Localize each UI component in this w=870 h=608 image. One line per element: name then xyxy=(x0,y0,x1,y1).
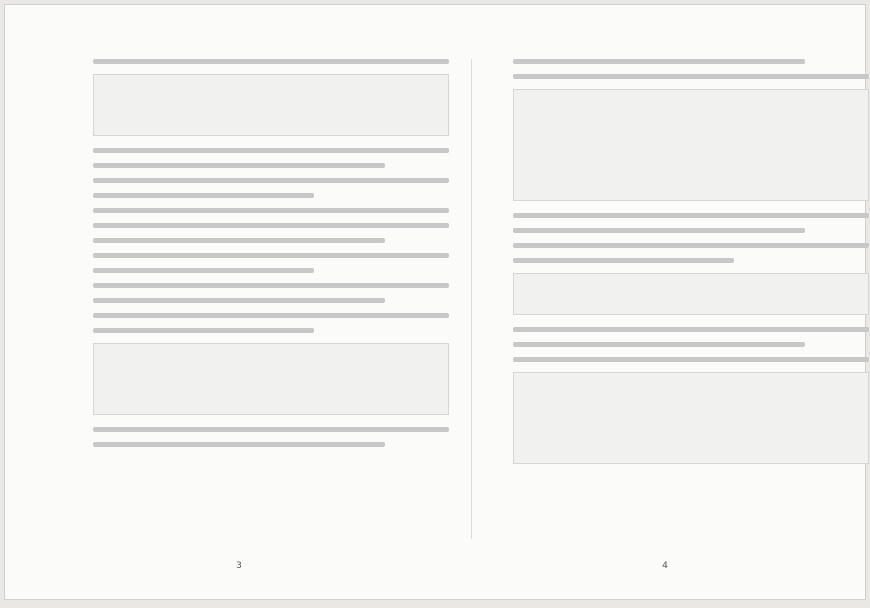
text-line xyxy=(93,313,449,318)
left-column xyxy=(93,59,449,457)
text-line xyxy=(513,243,869,248)
text-line xyxy=(93,178,449,183)
text-line xyxy=(513,74,869,79)
text-line xyxy=(93,283,449,288)
text-line xyxy=(513,213,869,218)
text-line xyxy=(93,148,449,153)
text-line xyxy=(513,258,734,263)
text-line xyxy=(93,268,314,273)
text-line xyxy=(513,327,869,332)
text-line xyxy=(93,59,449,64)
text-line xyxy=(93,427,449,432)
text-line xyxy=(93,298,385,303)
text-line xyxy=(93,442,385,447)
figure-block xyxy=(513,372,869,464)
text-line xyxy=(513,357,869,362)
table-block xyxy=(513,273,869,315)
page-number: 4 xyxy=(662,561,668,571)
exam-spread xyxy=(4,4,866,600)
column-divider xyxy=(471,59,472,539)
right-column xyxy=(513,59,869,476)
text-line xyxy=(513,228,805,233)
text-line xyxy=(93,238,385,243)
figure-block xyxy=(513,89,869,201)
figure-block xyxy=(93,343,449,415)
figure-block xyxy=(93,74,449,136)
text-line xyxy=(513,342,805,347)
text-line xyxy=(93,253,449,258)
text-line xyxy=(93,208,449,213)
page-number: 3 xyxy=(236,561,242,571)
text-line xyxy=(93,223,449,228)
text-line xyxy=(93,163,385,168)
text-line xyxy=(513,59,805,64)
text-line xyxy=(93,328,314,333)
text-line xyxy=(93,193,314,198)
